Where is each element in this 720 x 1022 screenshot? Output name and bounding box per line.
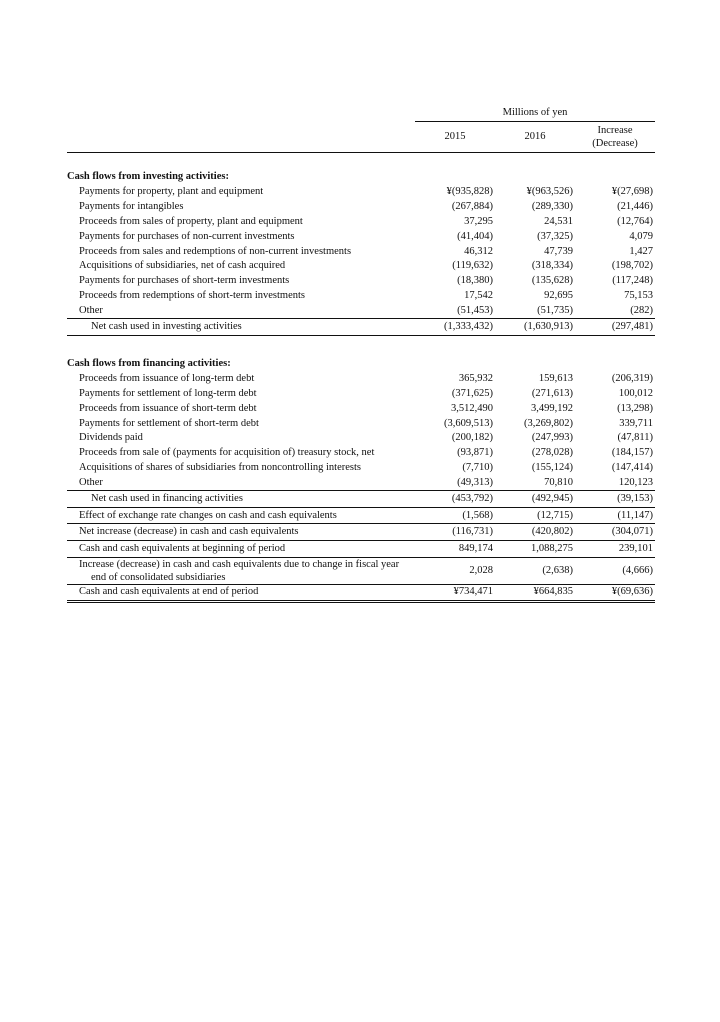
value-2015: (453,792) bbox=[415, 491, 495, 508]
value-2016: 3,499,192 bbox=[531, 402, 573, 414]
value-2015: ¥(935,828) bbox=[446, 186, 493, 198]
value-2016: 24,531 bbox=[544, 215, 573, 227]
value-2016: (37,325) bbox=[537, 230, 573, 242]
row-label: Proceeds from sales and redemptions of non-current investments bbox=[79, 245, 352, 257]
value-change: (297,481) bbox=[575, 319, 655, 336]
row-label: Payments for intangibles bbox=[79, 201, 184, 213]
value-2016: (12,715) bbox=[495, 507, 575, 524]
table-row bbox=[67, 185, 655, 200]
table-row bbox=[67, 372, 655, 387]
row-label: Net increase (decrease) in cash and cash equivalents bbox=[67, 524, 415, 541]
value-change: (11,147) bbox=[575, 507, 655, 524]
table-row bbox=[67, 446, 655, 461]
ending-balance-row bbox=[67, 584, 655, 602]
row-label: Proceeds from redemptions of short-term investments bbox=[79, 289, 305, 301]
value-change: 100,012 bbox=[618, 387, 654, 399]
table-row bbox=[67, 461, 655, 476]
row-label: Proceeds from issuance of short-term debt bbox=[79, 402, 257, 414]
row-label: Effect of exchange rate changes on cash and cash equivalents bbox=[67, 507, 415, 524]
value-change: ¥(69,636) bbox=[575, 584, 655, 602]
section-heading-investing: Cash flows from investing activities: bbox=[67, 171, 229, 182]
value-change: 339,711 bbox=[619, 417, 654, 429]
row-label: Net cash used in financing activities bbox=[67, 491, 415, 508]
section-heading-financing: Cash flows from financing activities: bbox=[67, 357, 231, 369]
value-2015: (3,609,513) bbox=[444, 417, 493, 429]
value-2016: 1,088,275 bbox=[495, 540, 575, 557]
table-row bbox=[67, 401, 655, 416]
value-2016: (2,638) bbox=[495, 557, 575, 584]
row-label: Cash and cash equivalents at end of period bbox=[67, 584, 415, 602]
value-change: (198,702) bbox=[611, 260, 654, 272]
value-change: 4,079 bbox=[629, 230, 654, 242]
value-change: (4,666) bbox=[575, 557, 655, 584]
table-row bbox=[67, 303, 655, 318]
table-row bbox=[67, 416, 655, 431]
row-label: Payments for settlement of short-term debt bbox=[79, 417, 259, 429]
net-change-row bbox=[67, 524, 655, 541]
value-2015: (267,884) bbox=[451, 201, 493, 213]
value-2016: (318,334) bbox=[531, 260, 573, 272]
row-label: Net cash used in investing activities bbox=[67, 319, 415, 336]
value-2015: (41,404) bbox=[457, 230, 493, 242]
value-2015: 849,174 bbox=[415, 540, 495, 557]
col-header-change bbox=[575, 122, 655, 153]
value-2016: (247,993) bbox=[531, 432, 573, 444]
units-label: Millions of yen bbox=[415, 104, 655, 122]
value-2015: (371,625) bbox=[451, 387, 493, 399]
value-2016: 47,739 bbox=[544, 245, 573, 257]
row-label-line2: end of consolidated subsidiaries bbox=[91, 571, 226, 583]
financing-rows bbox=[67, 372, 655, 491]
row-label: Proceeds from sales of property, plant and equipment bbox=[79, 215, 303, 227]
value-2016: (1,630,913) bbox=[495, 319, 575, 336]
value-2016: (492,945) bbox=[495, 491, 575, 508]
value-2016: 159,613 bbox=[538, 373, 573, 385]
table-row bbox=[67, 431, 655, 446]
row-label bbox=[67, 557, 415, 584]
row-label: Cash and cash equivalents at beginning of period bbox=[67, 540, 415, 557]
table-row bbox=[67, 244, 655, 259]
table-row bbox=[67, 200, 655, 215]
value-change: ¥(27,698) bbox=[611, 186, 654, 198]
value-2015: (200,182) bbox=[451, 432, 493, 444]
row-label: Payments for purchases of short-term investments bbox=[79, 275, 290, 287]
row-label-line1: Increase (decrease) in cash and cash equivalents due to change in fiscal year bbox=[79, 558, 400, 570]
table-row bbox=[67, 387, 655, 402]
value-2016: 70,810 bbox=[544, 476, 573, 488]
value-2015: (1,333,432) bbox=[415, 319, 495, 336]
table-row bbox=[67, 274, 655, 289]
financing-total-row bbox=[67, 491, 655, 508]
value-2016: 92,695 bbox=[544, 289, 573, 301]
value-2015: (7,710) bbox=[462, 461, 493, 473]
value-change: 239,101 bbox=[575, 540, 655, 557]
value-change: (282) bbox=[630, 304, 654, 316]
value-change: (206,319) bbox=[611, 373, 654, 385]
col-header-change-line2: (Decrease) bbox=[592, 138, 638, 149]
value-change: (13,298) bbox=[617, 402, 654, 414]
units-header-row bbox=[67, 104, 655, 122]
value-2015: 2,028 bbox=[415, 557, 495, 584]
table-row bbox=[67, 229, 655, 244]
row-label: Acquisitions of subsidiaries, net of cash acquired bbox=[79, 260, 286, 272]
row-label: Proceeds from sale of (payments for acquisition of) treasury stock, net bbox=[79, 447, 375, 459]
value-2016: (135,628) bbox=[531, 275, 573, 287]
value-2015: (1,568) bbox=[415, 507, 495, 524]
value-change: (39,153) bbox=[575, 491, 655, 508]
value-2015: 46,312 bbox=[464, 245, 493, 257]
cash-flow-table bbox=[67, 104, 655, 603]
value-2016: (3,269,802) bbox=[524, 417, 573, 429]
row-label: Dividends paid bbox=[79, 432, 143, 444]
table-row bbox=[67, 259, 655, 274]
row-label: Payments for purchases of non-current investments bbox=[79, 230, 295, 242]
value-change: 1,427 bbox=[629, 245, 654, 257]
row-label: Other bbox=[79, 304, 103, 316]
value-change: (12,764) bbox=[617, 215, 654, 227]
table-row bbox=[67, 215, 655, 230]
value-change: (147,414) bbox=[611, 461, 654, 473]
table-row bbox=[67, 475, 655, 490]
value-2015: (119,632) bbox=[452, 260, 493, 272]
fiscal-year-change-row bbox=[67, 557, 655, 584]
value-2015: (51,453) bbox=[457, 304, 493, 316]
value-2015: (93,871) bbox=[457, 447, 493, 459]
beginning-balance-row bbox=[67, 540, 655, 557]
col-header-2015: 2015 bbox=[415, 122, 495, 153]
value-2016: ¥(963,526) bbox=[526, 186, 573, 198]
value-change: (184,157) bbox=[611, 447, 654, 459]
value-2016: (420,802) bbox=[495, 524, 575, 541]
value-2015: 17,542 bbox=[464, 289, 493, 301]
value-2015: (49,313) bbox=[457, 476, 493, 488]
row-label: Other bbox=[79, 476, 103, 488]
value-2016: (155,124) bbox=[531, 461, 573, 473]
table-row bbox=[67, 289, 655, 304]
col-header-change-line1: Increase bbox=[597, 125, 633, 136]
value-2015: 37,295 bbox=[464, 215, 493, 227]
value-2015: (18,380) bbox=[457, 275, 493, 287]
value-change: 75,153 bbox=[624, 289, 654, 301]
col-header-2016: 2016 bbox=[495, 122, 575, 153]
row-label: Payments for settlement of long-term debt bbox=[79, 387, 257, 399]
column-header-row bbox=[67, 122, 655, 153]
value-2015: (116,731) bbox=[415, 524, 495, 541]
value-2016: (271,613) bbox=[531, 387, 573, 399]
value-change: (21,446) bbox=[617, 201, 654, 213]
value-change: (304,071) bbox=[575, 524, 655, 541]
value-2016: ¥664,835 bbox=[495, 584, 575, 602]
value-2016: (278,028) bbox=[531, 447, 573, 459]
row-label: Acquisitions of shares of subsidiaries from noncontrolling interests bbox=[79, 461, 361, 473]
row-label: Proceeds from issuance of long-term debt bbox=[79, 373, 255, 385]
value-change: (47,811) bbox=[617, 432, 654, 444]
value-2015: ¥734,471 bbox=[415, 584, 495, 602]
investing-total-row bbox=[67, 319, 655, 336]
value-2015: 365,932 bbox=[458, 373, 493, 385]
investing-rows bbox=[67, 185, 655, 319]
value-2016: (289,330) bbox=[531, 201, 573, 213]
row-label: Payments for property, plant and equipment bbox=[79, 186, 264, 198]
value-2016: (51,735) bbox=[537, 304, 573, 316]
value-2015: 3,512,490 bbox=[451, 402, 493, 414]
value-change: (117,248) bbox=[612, 275, 654, 287]
value-change: 120,123 bbox=[618, 476, 654, 488]
fx-effect-row bbox=[67, 507, 655, 524]
